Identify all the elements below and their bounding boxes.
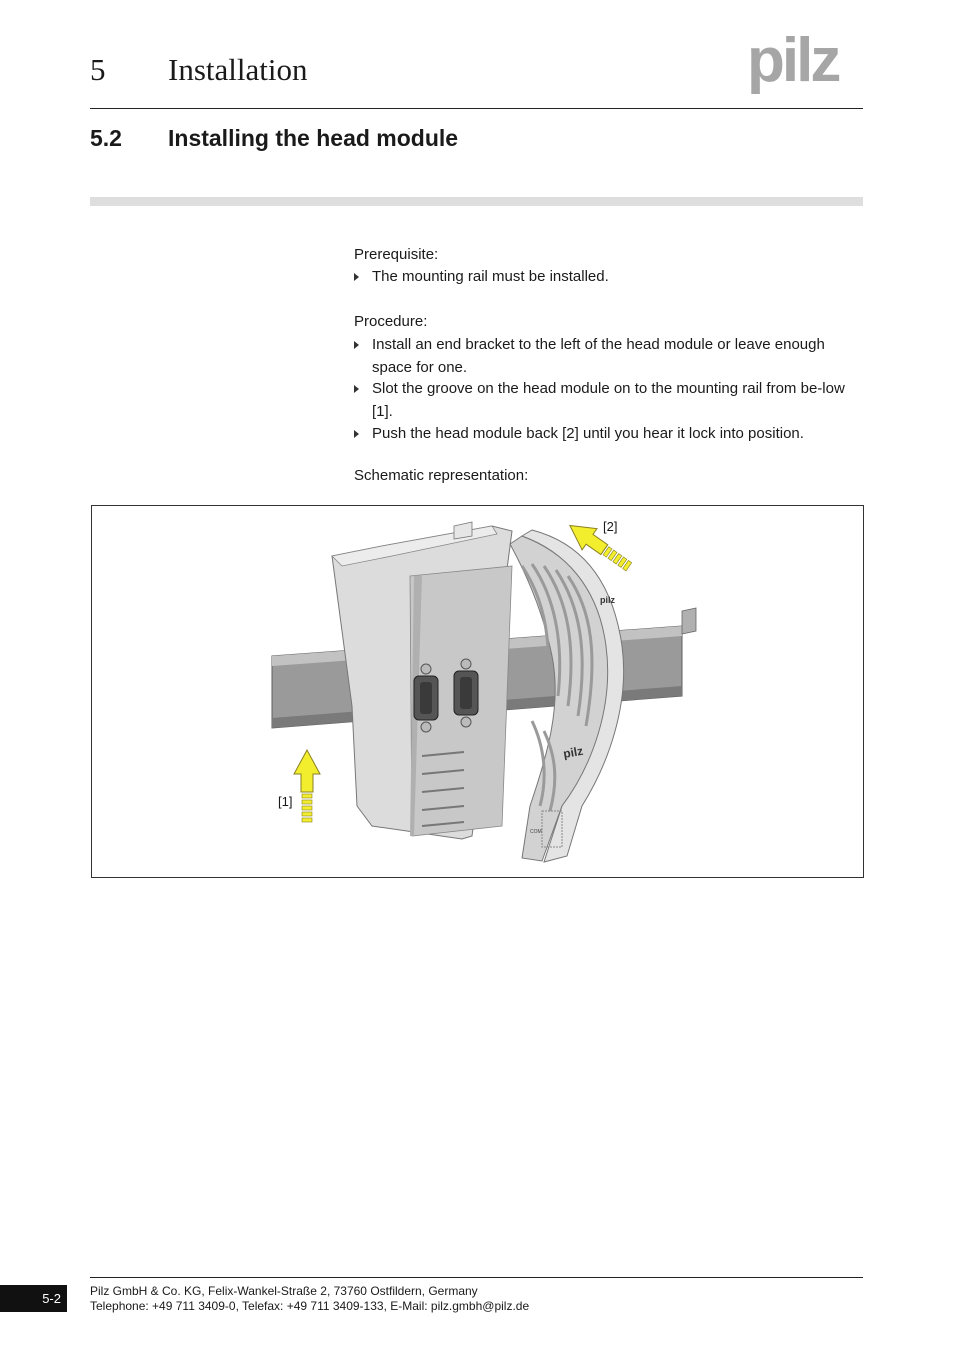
- footer-contact: Telephone: +49 711 3409-0, Telefax: +49 711 3409-133, E-Mail: pilz.gmbh@pilz.de: [90, 1299, 530, 1313]
- page-number: 5-2: [42, 1291, 61, 1306]
- pilz-logo: [747, 26, 865, 96]
- callout-1: [1]: [278, 794, 293, 809]
- head-module-illustration: [92, 506, 863, 877]
- prerequisite-label: Prerequisite:: [354, 246, 439, 263]
- procedure-step-3: Push the head module back [2] until you hear it lock into position.: [354, 423, 864, 446]
- bullet-triangle-icon: [354, 430, 359, 438]
- pilz-logo-text: pilz: [747, 26, 839, 95]
- bullet-triangle-icon: [354, 341, 359, 349]
- footer-rule: [90, 1277, 863, 1278]
- bullet-triangle-icon: [354, 273, 359, 281]
- chapter-number: 5: [90, 52, 106, 87]
- chapter-title: Installation: [168, 52, 308, 87]
- procedure-step-1: Install an end bracket to the left of the head module or leave enough space for one.: [354, 334, 864, 379]
- procedure-label: Procedure:: [354, 313, 428, 330]
- schematic-figure: [91, 505, 864, 878]
- com-port-label: COM: [530, 829, 542, 835]
- device-brand-label: pilz: [600, 595, 615, 605]
- section-title: Installing the head module: [168, 125, 459, 151]
- callout-2: [2]: [603, 519, 618, 534]
- arrow-up-icon: [294, 750, 320, 822]
- section-number: 5.2: [90, 125, 122, 151]
- device-brand-label-lower: pilz: [562, 743, 585, 761]
- schematic-label: Schematic representation:: [354, 467, 529, 484]
- footer-address: Pilz GmbH & Co. KG, Felix-Wankel-Straße 2, 73760 Ostfildern, Germany: [90, 1284, 478, 1298]
- bullet-triangle-icon: [354, 385, 359, 393]
- prerequisite-item: The mounting rail must be installed.: [354, 266, 864, 289]
- header-rule: [90, 108, 863, 109]
- page-number-badge: [0, 1285, 67, 1312]
- procedure-step-2: Slot the groove on the head module on to the mounting rail from be-low [1].: [354, 378, 864, 423]
- section-divider-bar: [90, 197, 863, 206]
